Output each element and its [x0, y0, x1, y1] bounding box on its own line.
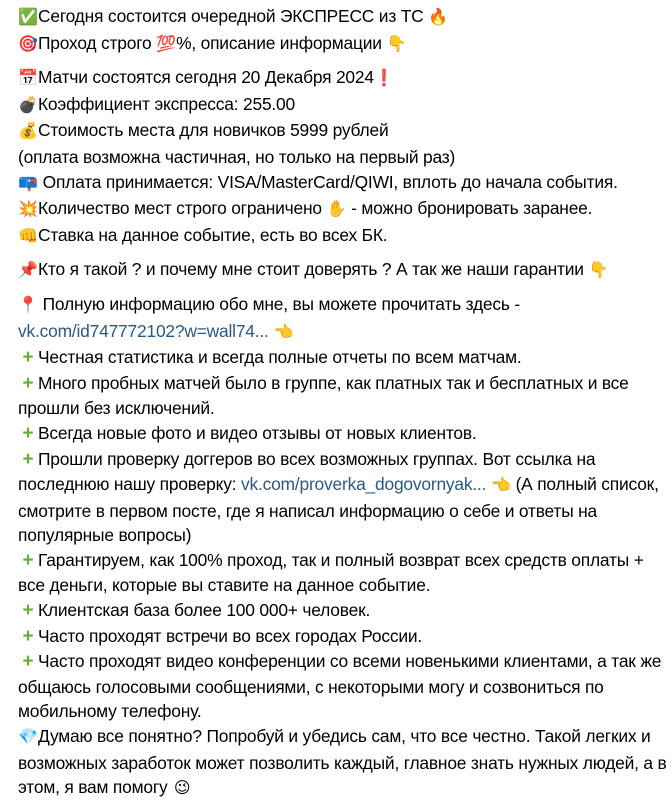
raised-hand-icon: ✋ [326, 201, 347, 219]
gem-icon: 💎 [18, 729, 38, 747]
plus-item: + Часто проходят видео конференции со всеми новенькими клиентами, а так же общаюсь голосовыми сообщениями, с некоторыми могу и созвониться по мобильному телефону. [18, 651, 662, 722]
plus-item: + Много пробных матчей было в группе, как платных так и бесплатных и все прошли без исключений. [18, 372, 629, 419]
plus-icon: + [22, 651, 34, 673]
plus-item: + Прошли проверку доггеров во всех возможных группах. Вот ссылка на последнюю нашу проверку: vk.com/proverka_dogovornyak... 👈 (А полный список, смотрите в первом посте, где я написал информацию о себе и ответы на популярные вопросы) [18, 448, 659, 546]
plus-item: + Честная статистика и всегда полные отчеты по всем матчам. [18, 345, 668, 371]
verification-link[interactable]: vk.com/proverka_dogovornyak... [240, 474, 487, 495]
pointing-down-icon: 👇 [588, 262, 609, 280]
winking-face-icon: 😉 [173, 780, 191, 798]
plus-icon: + [22, 625, 34, 647]
bet-line: 👊Ставка на данное событие, есть во всех БК. [18, 223, 668, 250]
collision-icon: 💥 [18, 201, 38, 219]
pushpin-icon: 📌 [18, 262, 38, 280]
fist-icon: 👊 [18, 227, 38, 245]
plus-icon: + [22, 448, 34, 470]
calendar-icon: 📅 [18, 70, 38, 88]
plus-item: + Клиентская база более 100 000+ человек. [18, 598, 668, 624]
plus-icon: + [22, 347, 34, 369]
limited-seats-line: 💥Количество мест строго ограничено ✋ - можно бронировать заранее. [18, 196, 668, 223]
plus-icon: + [22, 549, 34, 571]
info-link-line [18, 319, 668, 346]
info-intro-line: 📍 Полную информацию обо мне, вы можете прочитать здесь - [18, 292, 668, 319]
closing-line: 💎Думаю все понятно? Попробуй и убедись сам, что все честно. Такой легких и возможных заработок может позволить каждый, главное знать нужных людей, а в этом, я вам помогу 😉 [18, 724, 668, 802]
exclamation-icon: ❗ [373, 70, 394, 88]
plus-item: + Часто проходят встречи во всех городах России. [18, 624, 668, 650]
money-bag-icon: 💰 [18, 123, 38, 141]
plus-icon: + [22, 600, 34, 622]
target-icon: 🎯 [18, 35, 38, 53]
pointing-left-icon: 👈 [273, 323, 294, 341]
round-pushpin-icon: 📍 [18, 296, 38, 314]
plus-item: + Гарантируем, как 100% проход, так и полный возврат всех средств оплаты + все деньги, которые вы ставите на данное событие. [18, 549, 644, 596]
price-line: 💰Стоимость места для новичков 5999 рублей [18, 118, 668, 145]
coefficient-line: 💣Коэффициент экспресса: 255.00 [18, 92, 668, 119]
pointing-down-icon: 👇 [386, 35, 407, 53]
fire-icon: 🔥 [428, 9, 449, 26]
partial-payment-line: (оплата возможна частичная, но только на первый раз) [18, 146, 456, 167]
profile-wall-link[interactable]: vk.com/id747772102?w=wall74... [18, 320, 269, 341]
who-am-i-line: 📌Кто я такой ? и почему мне стоит доверять ? А так же наши гарантии 👇 [18, 257, 668, 284]
payment-methods-line: 📪 Оплата принимается: VISA/MasterCard/QIWI, вплоть до начала события. [18, 170, 668, 197]
post-text [18, 4, 668, 802]
plus-icon: + [22, 372, 34, 394]
pointing-left-icon: 👈 [491, 477, 511, 495]
bomb-icon: 💣 [18, 96, 38, 114]
plus-item: + Всегда новые фото и видео отзывы от новых клиентов. [18, 421, 668, 447]
plus-icon: + [22, 422, 34, 444]
pass-rate-line: 🎯Проход строго 💯%, описание информации 👇 [18, 31, 668, 58]
match-date-line: 📅Матчи состоятся сегодня 20 Декабря 2024❗ [18, 65, 668, 92]
headline-line: ✅Сегодня состоится очередной ЭКСПРЕСС из ТС 🔥 [18, 4, 668, 31]
hundred-points-icon: 💯 [156, 35, 176, 53]
check-mark-icon: ✅ [18, 9, 38, 26]
mailbox-icon: 📪 [18, 174, 38, 192]
